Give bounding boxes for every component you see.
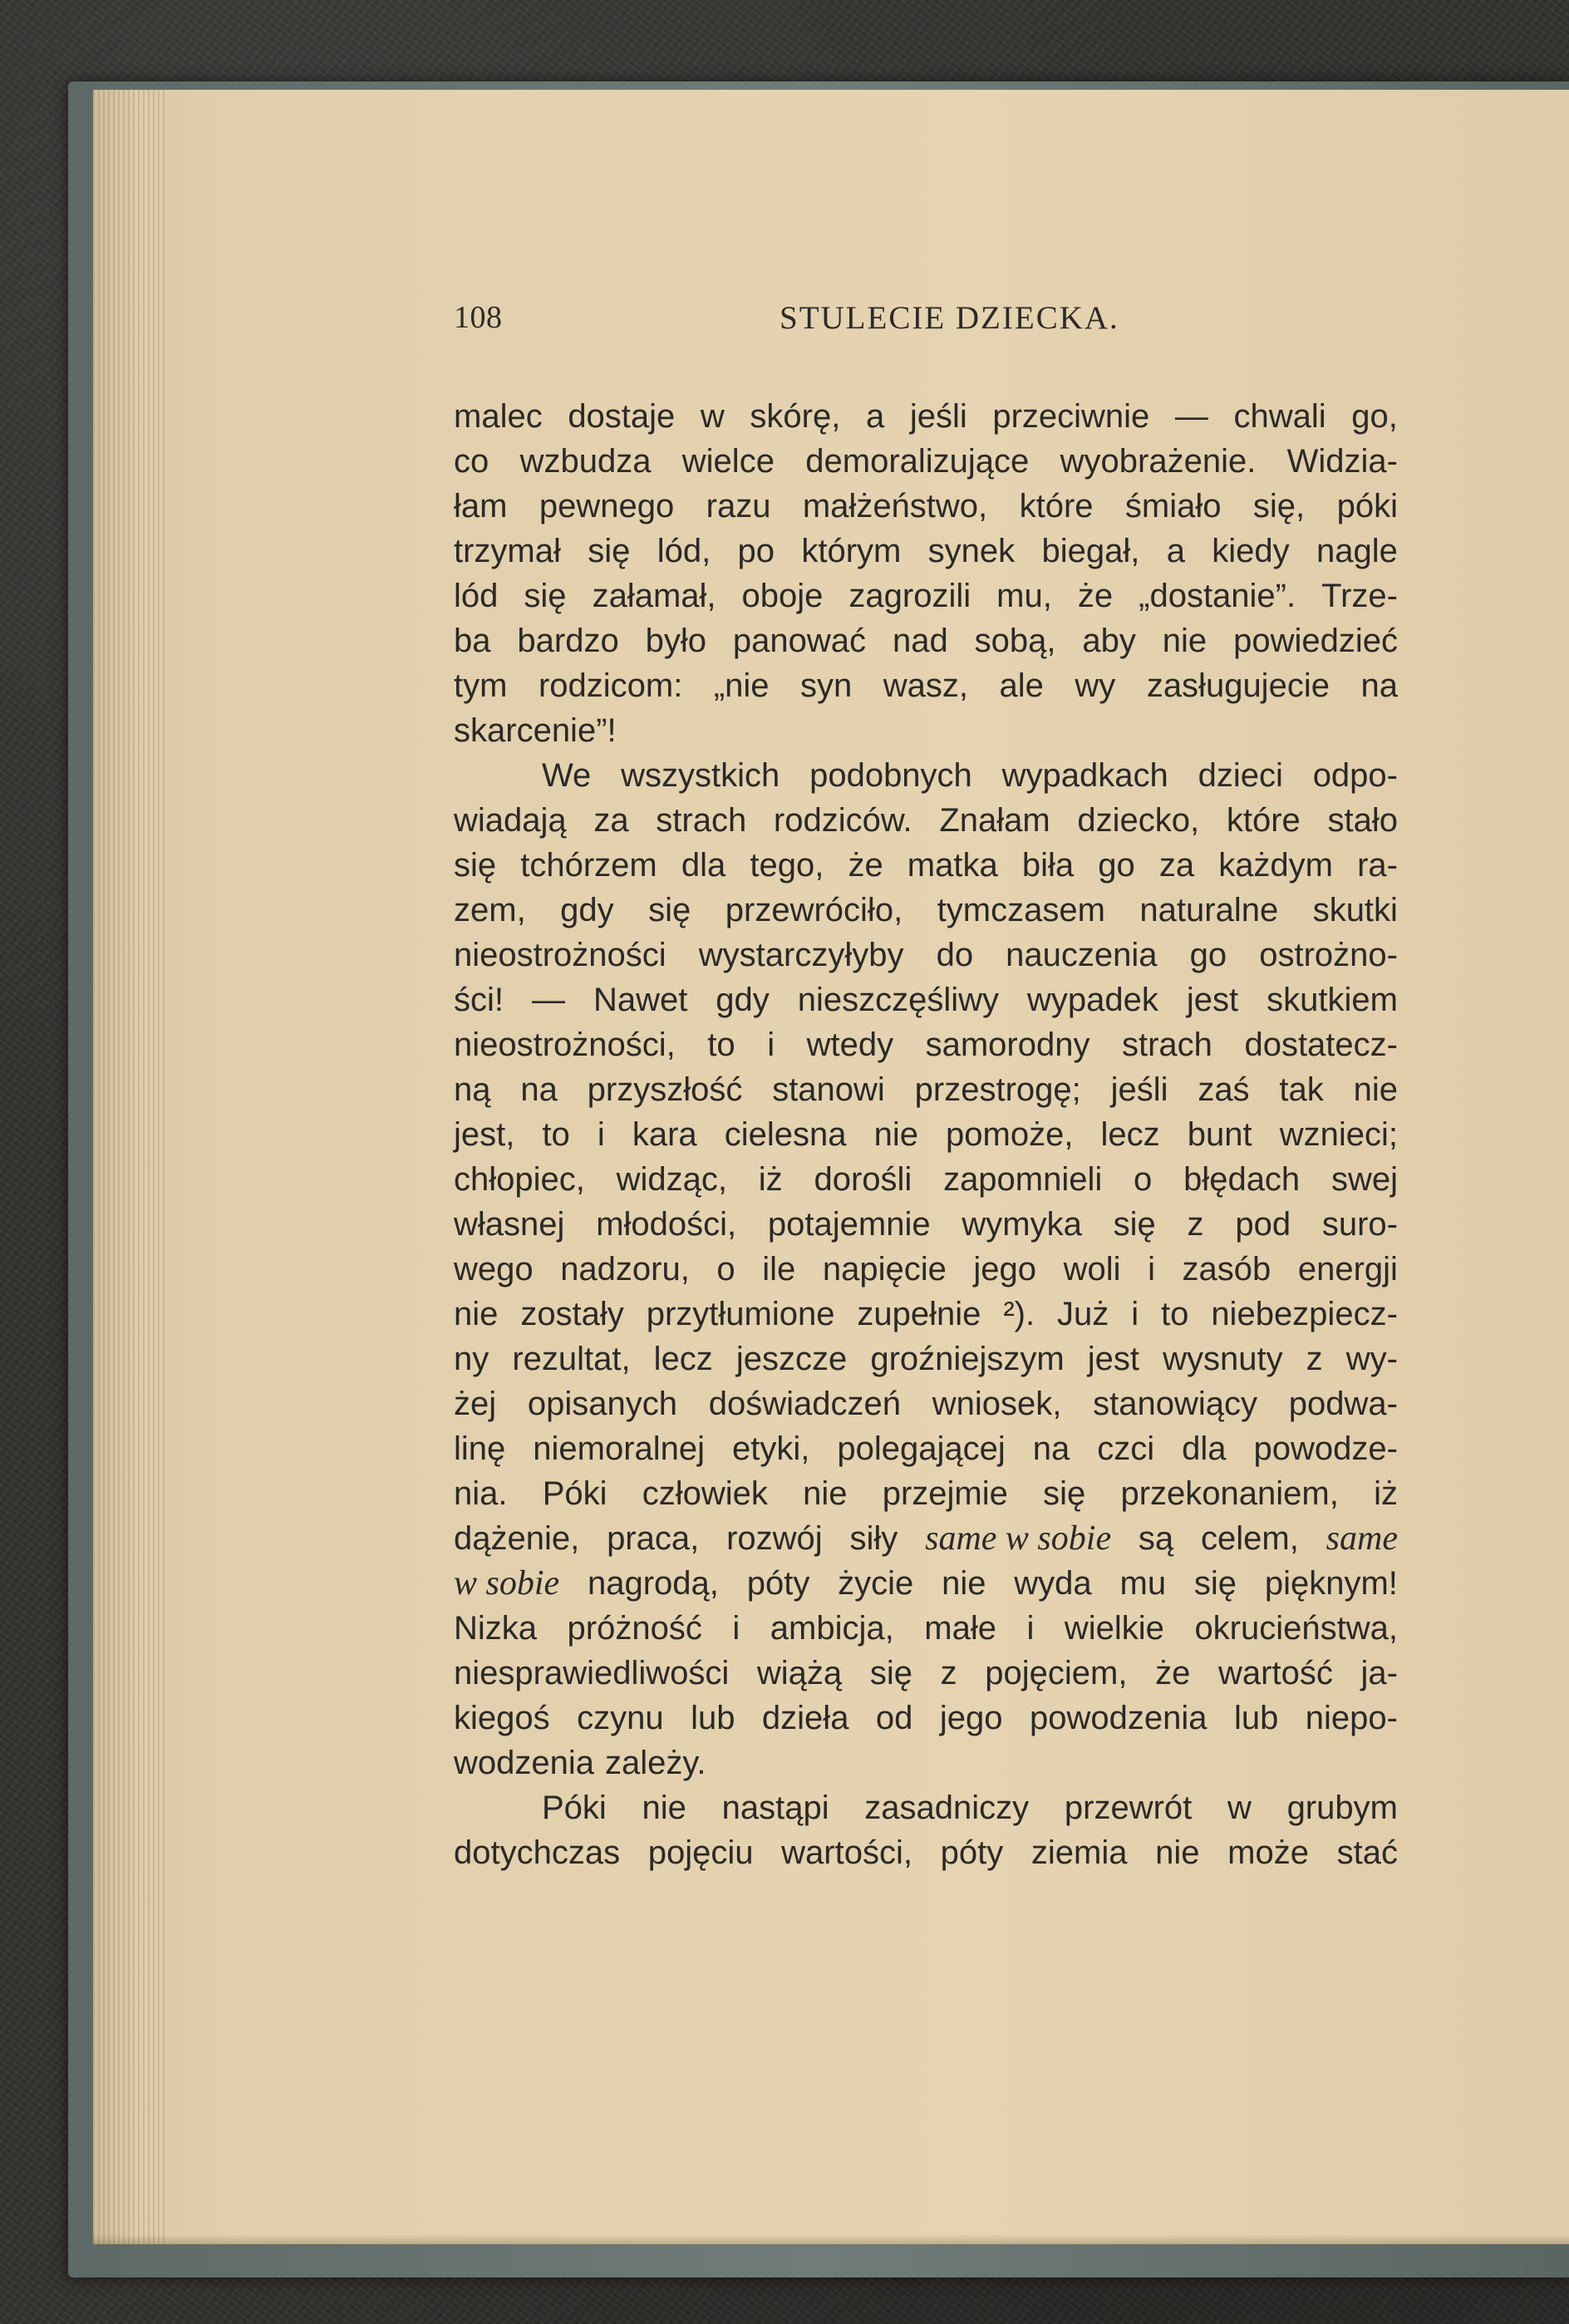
word: tym (454, 667, 508, 704)
word: się (1113, 1206, 1156, 1243)
word: wypadkach (1001, 757, 1168, 794)
word: dostaje (568, 398, 676, 435)
word: są (1138, 1520, 1174, 1557)
word: dla (681, 847, 726, 884)
word: cielesna (724, 1116, 847, 1153)
word: jeśli (909, 398, 967, 435)
word: mu, (996, 578, 1052, 614)
word: matka (907, 847, 998, 884)
word: przewróciło, (725, 892, 903, 928)
word: dostatecz- (1244, 1027, 1398, 1063)
word: wszystkich (621, 757, 780, 794)
word: kiegoś (454, 1700, 550, 1736)
word: ja- (1360, 1655, 1398, 1691)
word: wartość (1218, 1655, 1333, 1691)
word: nad (892, 623, 948, 659)
text-line (454, 618, 1398, 663)
word: zupełnie (857, 1296, 981, 1332)
word: się (1043, 1475, 1086, 1512)
word: pomoże, (946, 1116, 1074, 1153)
word: skórę, (750, 398, 841, 435)
word: Już (1057, 1296, 1109, 1332)
text-line (454, 708, 1398, 753)
word: nieostrożności (454, 937, 666, 973)
word: a (1166, 533, 1185, 569)
word: ną (454, 1071, 491, 1108)
word: się (524, 578, 567, 614)
word: skutkiem (1267, 982, 1398, 1018)
word: załamał, (592, 578, 716, 614)
text-line (454, 1696, 1398, 1741)
word: ostrożno- (1259, 937, 1398, 973)
word: i (1148, 1251, 1155, 1288)
word: się (648, 892, 691, 928)
word: skarcenie”! (454, 712, 617, 749)
word: i (597, 1116, 605, 1153)
word: nauczenia (1006, 937, 1158, 973)
word: groźniejszym (870, 1341, 1065, 1377)
word: o (1134, 1161, 1153, 1198)
word: ra- (1357, 847, 1398, 884)
word: powiedzieć (1233, 623, 1398, 659)
word: wiążą (756, 1655, 843, 1691)
word: lecz (1100, 1116, 1160, 1153)
word: póki (1336, 488, 1398, 524)
word: wy (1075, 667, 1116, 704)
word: jego (973, 1251, 1037, 1288)
word: na (1032, 1430, 1070, 1467)
word: nie (642, 1790, 686, 1826)
word: dążenie, (454, 1520, 580, 1557)
word: zasób (1182, 1251, 1271, 1288)
word: synek (927, 533, 1016, 569)
word: nia. (454, 1475, 508, 1512)
word: ziemia (1030, 1834, 1128, 1871)
word: widząc, (616, 1161, 728, 1198)
word: zapomnieli (943, 1161, 1103, 1198)
word: jeszcze (735, 1341, 848, 1377)
word: w sobie (454, 1564, 560, 1603)
book-title: STULECIE DZIECKA. (780, 300, 1119, 336)
word: się (1193, 1565, 1237, 1602)
word: Póki (542, 1790, 607, 1826)
word: biegał, (1041, 533, 1140, 569)
word: wy- (1345, 1341, 1398, 1377)
word: przyszłość (587, 1071, 743, 1108)
word: samorodny (925, 1027, 1090, 1063)
word: Trze- (1321, 578, 1398, 614)
word: może (1227, 1834, 1309, 1871)
word: dzieci (1198, 757, 1283, 794)
word: nie (1353, 1071, 1398, 1108)
word: przestrogę; (914, 1071, 1081, 1108)
word: tchórzem (520, 847, 657, 884)
word: jest, (454, 1116, 515, 1153)
word: panować (732, 623, 867, 659)
word: niemoralnej (533, 1430, 706, 1467)
word: kiedy (1212, 533, 1290, 569)
word: się (869, 1655, 912, 1691)
word: napięcie (822, 1251, 947, 1288)
word: pojęciu (647, 1834, 754, 1871)
word: suro- (1321, 1206, 1398, 1243)
word: iż (758, 1161, 783, 1198)
word: błędach (1183, 1161, 1301, 1198)
word: „dostanie”. (1139, 578, 1296, 614)
word: ści! (454, 982, 504, 1018)
text-line (454, 574, 1398, 618)
word: gdy (560, 892, 614, 928)
word: lub (1233, 1700, 1279, 1736)
word: którym (801, 533, 902, 569)
word: opisanych (527, 1386, 678, 1422)
word: powodzenia (1029, 1700, 1207, 1736)
word: własnej (454, 1206, 565, 1243)
word: dotychczas (454, 1834, 621, 1871)
word: wysnuty (1163, 1341, 1283, 1377)
word: swej (1330, 1161, 1398, 1198)
text-line (454, 1292, 1398, 1337)
word: wyobrażenie. (1060, 443, 1257, 480)
word: pięknym! (1264, 1565, 1398, 1602)
word: zaś (1198, 1071, 1250, 1108)
word: jeśli (1110, 1071, 1168, 1108)
page-edge (93, 90, 168, 2244)
text-line (454, 394, 1398, 439)
word: śmiało (1124, 488, 1222, 524)
page-bottom-edge (93, 2234, 1569, 2244)
word: sobą, (974, 623, 1056, 659)
word: czynu (577, 1700, 664, 1736)
word: celem, (1201, 1520, 1299, 1557)
word: się, (1252, 488, 1306, 524)
word: same (1326, 1519, 1398, 1558)
word: oboje (741, 578, 824, 614)
word: tego, (750, 847, 824, 884)
word: lub (691, 1700, 735, 1736)
word: jest (1087, 1341, 1140, 1377)
word: póty (746, 1565, 810, 1602)
word: stać (1336, 1834, 1398, 1871)
word: jego (939, 1700, 1003, 1736)
word: człowiek (642, 1475, 768, 1512)
text-line (454, 798, 1398, 843)
word: łam (454, 488, 508, 524)
word: etyki, (732, 1430, 810, 1467)
word: pojęciem, (985, 1655, 1128, 1691)
word: nagrodą, (587, 1565, 719, 1602)
word: w (700, 398, 725, 435)
text-line (454, 1157, 1398, 1202)
text-line (454, 1651, 1398, 1696)
running-head (454, 299, 1401, 349)
word: biła (1021, 847, 1075, 884)
text-line (454, 1606, 1398, 1651)
word: wego (454, 1251, 534, 1288)
word: Widzia- (1286, 443, 1398, 480)
word: dla (1182, 1430, 1227, 1467)
text-line (454, 1830, 1398, 1875)
word: ²). (1003, 1296, 1035, 1332)
word: małe (924, 1610, 996, 1647)
text-line (454, 1785, 1398, 1830)
word: ile (762, 1251, 796, 1288)
text-line (454, 1471, 1398, 1516)
word: że (1077, 578, 1114, 614)
word: strach (656, 802, 747, 839)
word: mu (1119, 1565, 1167, 1602)
word: przeciwnie (992, 398, 1150, 435)
text-line (454, 484, 1398, 529)
word: strach (1122, 1027, 1212, 1063)
word: kara (632, 1116, 697, 1153)
word: skutki (1312, 892, 1398, 928)
text-line (454, 1202, 1398, 1247)
word: powodze- (1253, 1430, 1398, 1467)
word: za (593, 802, 629, 839)
word: „nie (713, 667, 770, 704)
word: ale (999, 667, 1044, 704)
text-line (454, 753, 1398, 798)
word: za (1158, 847, 1195, 884)
word: malec (454, 398, 543, 435)
word: tak (1279, 1071, 1324, 1108)
word: z (1187, 1206, 1204, 1243)
word: ambicja, (770, 1610, 894, 1647)
word: grubym (1286, 1790, 1398, 1826)
word: życie (838, 1565, 914, 1602)
word: wtedy (806, 1027, 894, 1063)
text-line (454, 933, 1398, 977)
text-line (454, 1516, 1398, 1561)
word: podwa- (1288, 1386, 1398, 1422)
word: chwali (1233, 398, 1326, 435)
word: i (767, 1027, 775, 1063)
word: próżność (567, 1610, 702, 1647)
word: się (588, 533, 631, 569)
word: młodości, (596, 1206, 737, 1243)
text-line (454, 1067, 1398, 1112)
word: syn (800, 667, 853, 704)
word: niebezpiecz- (1211, 1296, 1398, 1332)
text-line (454, 1247, 1398, 1292)
word: pewnego (539, 488, 675, 524)
word: linę (454, 1430, 506, 1467)
word: same w sobie (925, 1519, 1112, 1558)
text-line (454, 1381, 1398, 1426)
word: wznieci; (1279, 1116, 1398, 1153)
word: i (732, 1610, 740, 1647)
word: rodzicom: (538, 667, 683, 704)
word: nastąpi (721, 1790, 829, 1826)
word: stanowi (772, 1071, 885, 1108)
word: zasadniczy (864, 1790, 1030, 1826)
word: ba (454, 623, 491, 659)
word: go (1189, 937, 1227, 973)
word: póty (940, 1834, 1004, 1871)
word: to (707, 1027, 735, 1063)
word: wypadek (1027, 982, 1158, 1018)
word: odpo- (1312, 757, 1398, 794)
word: wymyka (962, 1206, 1082, 1243)
text-line (454, 1337, 1398, 1381)
word: Póki (542, 1475, 607, 1512)
word: które (1226, 802, 1301, 839)
word: nie (942, 1565, 986, 1602)
word: We (542, 757, 592, 794)
word: się (454, 847, 497, 884)
text-line (454, 1741, 1398, 1785)
word: polegającej (837, 1430, 1006, 1467)
word: lód, (657, 533, 711, 569)
text-line (454, 529, 1398, 574)
word: woli (1063, 1251, 1121, 1288)
word: nie (454, 1296, 499, 1332)
word: zagrozili (848, 578, 971, 614)
word: czci (1097, 1430, 1155, 1467)
text-line (454, 1022, 1398, 1067)
word: go (1098, 847, 1135, 884)
word: że (1155, 1655, 1191, 1691)
word: nie (1155, 1834, 1200, 1871)
word: lecz (653, 1341, 713, 1377)
word: wniosek, (932, 1386, 1062, 1422)
word: go, (1351, 398, 1398, 435)
word: ny (454, 1341, 489, 1377)
word: okrucieństwa, (1194, 1610, 1398, 1647)
word: — (1174, 398, 1208, 435)
word: demoralizujące (805, 443, 1030, 480)
word: stanowiący (1093, 1386, 1258, 1422)
text-line (454, 1426, 1398, 1471)
word: rozwój (726, 1520, 823, 1557)
word: zostały (520, 1296, 624, 1332)
word: wyda (1014, 1565, 1092, 1602)
word: do (936, 937, 974, 973)
word: wartości, (781, 1834, 912, 1871)
text-line (454, 843, 1398, 888)
text-line (454, 1561, 1398, 1606)
word: w (1227, 1790, 1252, 1826)
word: i (1131, 1296, 1139, 1332)
word: Nizka (454, 1610, 538, 1647)
word: stało (1327, 802, 1398, 839)
word: niepo- (1305, 1700, 1398, 1736)
word: że (848, 847, 883, 884)
word: tymczasem (937, 892, 1105, 928)
word: gdy (716, 982, 770, 1018)
word: zem, (454, 892, 526, 928)
word: które (1019, 488, 1094, 524)
word: nagle (1316, 533, 1398, 569)
word: chłopiec, (454, 1161, 585, 1198)
word: to (542, 1116, 570, 1153)
word: podobnych (809, 757, 972, 794)
word: jest (1186, 982, 1239, 1018)
word: niesprawiedliwości (454, 1655, 730, 1691)
word: iż (1374, 1475, 1398, 1512)
word: wzbudza (519, 443, 652, 480)
word: z (1306, 1341, 1323, 1377)
page-number: 108 (454, 300, 503, 335)
word: a (865, 398, 885, 435)
word: rodziców. (773, 802, 912, 839)
word: na (1360, 667, 1398, 704)
word: aby (1082, 623, 1136, 659)
text-line (454, 663, 1398, 708)
word: po (737, 533, 775, 569)
word: dziecko, (1077, 802, 1200, 839)
word: razu (706, 488, 771, 524)
word: co (454, 443, 489, 480)
word: od (875, 1700, 913, 1736)
text-line (454, 888, 1398, 933)
word: wiadają (454, 802, 567, 839)
word: dzieła (761, 1700, 849, 1736)
word: siły (849, 1520, 898, 1557)
word: Znałam (939, 802, 1050, 839)
word: dorośli (814, 1161, 912, 1198)
word: na (520, 1071, 558, 1108)
word: pod (1235, 1206, 1291, 1243)
word: bardzo (517, 623, 619, 659)
word: nieszczęśliwy (797, 982, 1000, 1018)
word: zależy. (605, 1745, 706, 1781)
word: zasługujecie (1146, 667, 1330, 704)
word: wielkie (1064, 1610, 1164, 1647)
word: doświadczeń (708, 1386, 902, 1422)
word: o (716, 1251, 735, 1288)
word: nieostrożności, (454, 1027, 676, 1063)
word: przytłumione (646, 1296, 835, 1332)
text-line (454, 1112, 1398, 1157)
word: — (531, 982, 565, 1018)
word: wodzenia (454, 1745, 595, 1781)
word: przekonaniem, (1120, 1475, 1339, 1512)
word: małżeństwo, (802, 488, 988, 524)
word: wystarczyłyby (698, 937, 904, 973)
word: przewrót (1064, 1790, 1193, 1826)
word: i (1026, 1610, 1035, 1647)
word: nie (873, 1116, 918, 1153)
word: potajemnie (767, 1206, 931, 1243)
word: energji (1297, 1251, 1398, 1288)
text-line (454, 977, 1398, 1022)
word: nadzoru, (560, 1251, 690, 1288)
word: wielce (681, 443, 775, 480)
word: nie (803, 1475, 848, 1512)
word: rezultat, (512, 1341, 631, 1377)
word: z (940, 1655, 957, 1691)
word: każdym (1218, 847, 1333, 884)
word: wasz, (883, 667, 969, 704)
word: lód (454, 578, 499, 614)
word: bunt (1187, 1116, 1252, 1153)
text-line (454, 439, 1398, 484)
word: nie (1162, 623, 1207, 659)
word: Nawet (593, 982, 688, 1018)
word: żej (454, 1386, 497, 1422)
word: było (645, 623, 707, 659)
word: to (1161, 1296, 1189, 1332)
word: naturalne (1139, 892, 1279, 928)
body-text (454, 394, 1398, 1875)
word: przejmie (882, 1475, 1008, 1512)
word: trzymał (454, 533, 561, 569)
word: praca, (607, 1520, 700, 1557)
